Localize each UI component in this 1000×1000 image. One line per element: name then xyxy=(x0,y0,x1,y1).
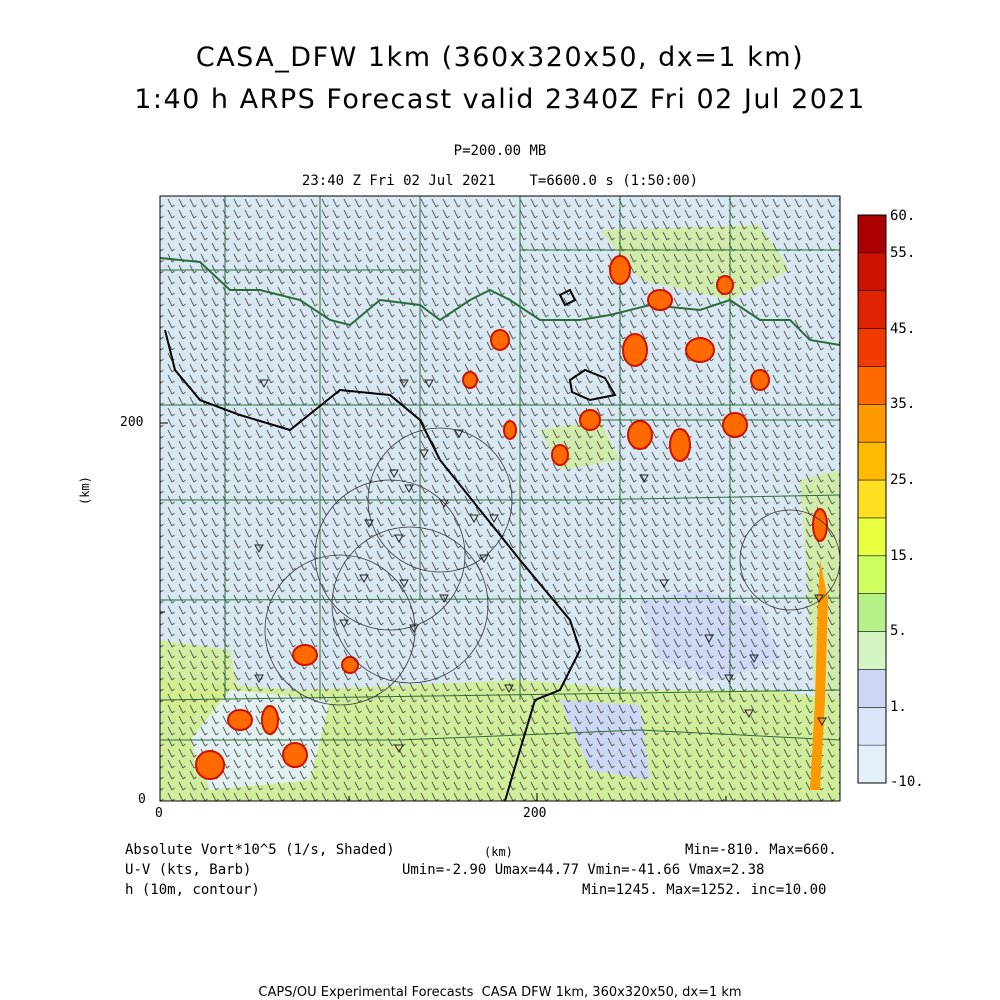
credit-line: CAPS/OU Experimental Forecasts CASA DFW 1km, 360x320x50, dx=1 km xyxy=(258,985,742,1000)
y-axis-unit: (km) xyxy=(78,476,92,505)
x-tick-0: 0 xyxy=(155,806,163,821)
vorticity-stats: Min=-810. Max=660. xyxy=(685,842,837,858)
colorbar-segment xyxy=(858,669,886,707)
wind-legend: U-V (kts, Barb) xyxy=(125,862,252,878)
colorbar-label: 15. xyxy=(890,548,916,564)
colorbar-segment xyxy=(858,707,886,745)
x-tick-200: 200 xyxy=(523,806,547,821)
colorbar-segment xyxy=(858,480,886,518)
colorbar-segment xyxy=(858,366,886,404)
colorbar xyxy=(858,215,886,784)
colorbar-label: 45. xyxy=(890,321,916,337)
colorbar-label: 35. xyxy=(890,396,916,412)
colorbar-segment xyxy=(858,594,886,632)
wind-barbs xyxy=(160,196,840,801)
height-legend: h (10m, contour) xyxy=(125,882,260,898)
vorticity-legend: Absolute Vort*10^5 (1/s, Shaded) xyxy=(125,842,395,858)
colorbar-label: 55. xyxy=(890,245,916,261)
pressure-level: P=200.00 MB xyxy=(453,143,547,159)
colorbar-segment xyxy=(858,215,886,253)
colorbar-label: -10. xyxy=(890,774,924,790)
colorbar-segment xyxy=(858,442,886,480)
x-axis-unit: (km) xyxy=(484,845,513,859)
colorbar-segment xyxy=(858,632,886,670)
colorbar-segment xyxy=(858,745,886,783)
colorbar-segment xyxy=(858,404,886,442)
colorbar-segment xyxy=(858,291,886,329)
colorbar-segment xyxy=(858,518,886,556)
colorbar-segment xyxy=(858,556,886,594)
title-line-2: 1:40 h ARPS Forecast valid 2340Z Fri 02 Jul 2021 xyxy=(134,84,866,115)
y-tick-200: 200 xyxy=(120,415,144,430)
colorbar-label: 25. xyxy=(890,472,916,488)
colorbar-label: 60. xyxy=(890,208,916,224)
valid-time: 23:40 Z Fri 02 Jul 2021 T=6600.0 s (1:50:00) xyxy=(301,173,699,189)
colorbar-segment xyxy=(858,329,886,367)
y-tick-0: 0 xyxy=(138,792,146,807)
title-line-1: CASA_DFW 1km (360x320x50, dx=1 km) xyxy=(195,42,805,73)
colorbar-label: 5. xyxy=(890,623,907,639)
wind-stats: Umin=-2.90 Umax=44.77 Vmin=-41.66 Vmax=2.38 xyxy=(402,862,765,878)
colorbar-label: 1. xyxy=(890,699,907,715)
height-stats: Min=1245. Max=1252. inc=10.00 xyxy=(582,882,827,898)
colorbar-segment xyxy=(858,253,886,291)
